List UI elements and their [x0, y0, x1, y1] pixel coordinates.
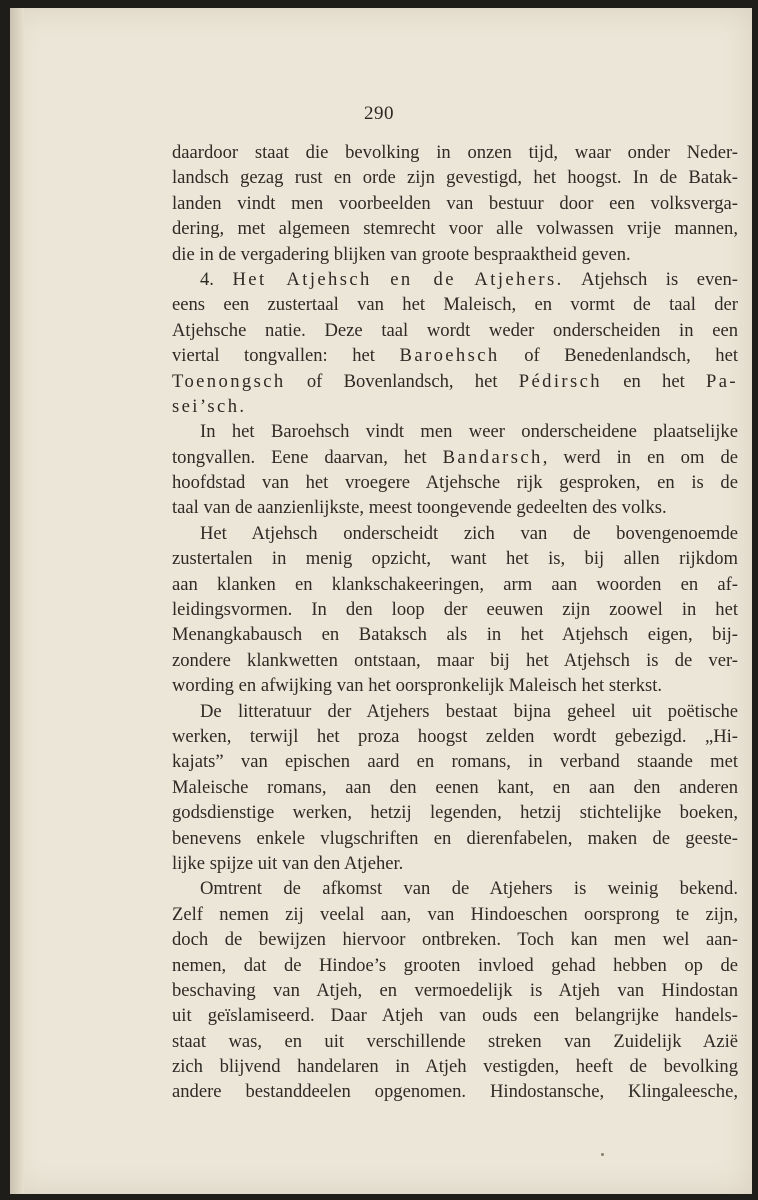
text-line: doch de bewijzen hiervoor ontbreken. Toch kan men wel aan-	[172, 929, 738, 951]
text-line: taal van de aanzienlijkste, meest toongevende gedeelten des volks.	[172, 497, 667, 519]
text-line	[172, 369, 738, 394]
text-line: nemen, dat de Hindoe’s grooten invloed gehad hebben op de	[172, 954, 738, 976]
text-line: dering, met algemeen stemrecht voor alle volwassen vrije mannen,	[172, 218, 738, 240]
dialect-name: sei’sch.	[172, 395, 247, 417]
text-line	[172, 445, 738, 470]
text-line: hoofdstad van het vroegere Atjehsche rijk gesproken, en is de	[172, 472, 738, 494]
section-text: Atjehsch is even-	[581, 268, 739, 290]
text-line: beschaving van Atjeh, en vermoedelijk is Atjeh van Hindostan	[172, 979, 738, 1001]
text-line: Atjehsche natie. Deze taal wordt weder onderscheiden in een	[172, 319, 738, 341]
text-line: Het Atjehsch onderscheidt zich van de bovengenoemde	[200, 522, 738, 544]
text-line: eens een zustertaal van het Maleisch, en vormt de taal der	[172, 294, 738, 316]
text-fragment: tongvallen. Eene daarvan, het	[172, 446, 427, 468]
text-line: Zelf nemen zij veelal aan, van Hindoeschen oorsprong te zijn,	[172, 903, 738, 925]
paper-speck	[601, 1153, 604, 1156]
text-line: wording en afwijking van het oorspronkelijk Maleisch het sterkst.	[172, 675, 663, 697]
section-title-conj: en de	[390, 268, 456, 290]
text-line: andere bestanddeelen opgenomen. Hindostansche, Klingaleesche,	[172, 1081, 738, 1103]
dialect-name: Bandarsch	[442, 446, 543, 468]
text-line: aan klanken en klankschakeeringen, arm aan woorden en af-	[172, 573, 738, 595]
text-fragment: of Benedenlandsch, het	[524, 345, 738, 367]
text-fragment: of Bovenlandsch, het	[306, 370, 498, 392]
text-line: landsch gezag rust en orde zijn gevestigd, het hoogst. In de Batak-	[172, 167, 738, 189]
section-number: 4.	[200, 268, 214, 290]
page-number: 290	[364, 103, 394, 124]
text-line: godsdienstige werken, hetzij legenden, hetzij stichtelijke boeken,	[172, 802, 738, 824]
text-line: In het Baroehsch vindt men weer onderscheidene plaatselijke	[200, 421, 738, 443]
text-line: uit geïslamiseerd. Daar Atjeh van ouds een belangrijke handels-	[172, 1005, 738, 1027]
text-line	[172, 343, 738, 368]
text-fragment: viertal tongvallen: het	[172, 345, 375, 367]
text-line: landen vindt men voorbeelden van bestuur door een volksverga-	[172, 192, 738, 214]
text-line: benevens enkele vlugschriften en dierenfabelen, maken de geeste-	[172, 827, 738, 849]
page-gutter	[10, 8, 24, 1194]
dialect-name: Pa-	[706, 370, 739, 392]
dialect-name: Toenongsch	[172, 370, 286, 392]
text-line: Menangkabausch en Bataksch als in het Atjehsch eigen, bij-	[172, 624, 738, 646]
text-line: die in de vergadering blijken van groote bespraaktheid geven.	[172, 243, 631, 265]
text-line: Maleische romans, aan den eenen kant, en aan den anderen	[172, 776, 738, 798]
text-line: kajats” van epischen aard en romans, in verband staande met	[172, 751, 738, 773]
text-line: leidingsvormen. In den loop der eeuwen zijn zoowel in het	[172, 599, 738, 621]
text-line: lijke spijze uit van den Atjeher.	[172, 852, 404, 874]
text-fragment: en het	[623, 370, 685, 392]
text-line: zich blijvend handelaren in Atjeh vestigden, heeft de bevolking	[172, 1056, 738, 1078]
text-line: zustertalen in menig opzicht, want het is, bij allen rijkdom	[172, 548, 738, 570]
text-line: werken, terwijl het proza hoogst zelden wordt gebezigd. „Hi-	[172, 725, 738, 747]
text-line: staat was, en uit verschillende streken van Zuidelijk Azië	[172, 1030, 738, 1052]
text-line: daardoor staat die bevolking in onzen tijd, waar onder Neder-	[172, 142, 738, 163]
section-title-a: Het Atjehsch	[232, 268, 372, 290]
dialect-name: Baroehsch	[399, 345, 500, 367]
text-line: zondere klankwetten ontstaan, maar bij het Atjehsch is de ver-	[172, 649, 738, 671]
text-line	[172, 394, 738, 419]
text-fragment: , werd in en om de	[542, 446, 738, 468]
section-title-b: Atjehers.	[474, 268, 564, 290]
body-text	[172, 140, 738, 1105]
dialect-name: Pédirsch	[518, 370, 602, 392]
section-heading-line	[172, 267, 738, 292]
text-line: De litteratuur der Atjehers bestaat bijna geheel uit poëtische	[200, 700, 738, 722]
text-line: Omtrent de afkomst van de Atjehers is weinig bekend.	[200, 878, 738, 900]
